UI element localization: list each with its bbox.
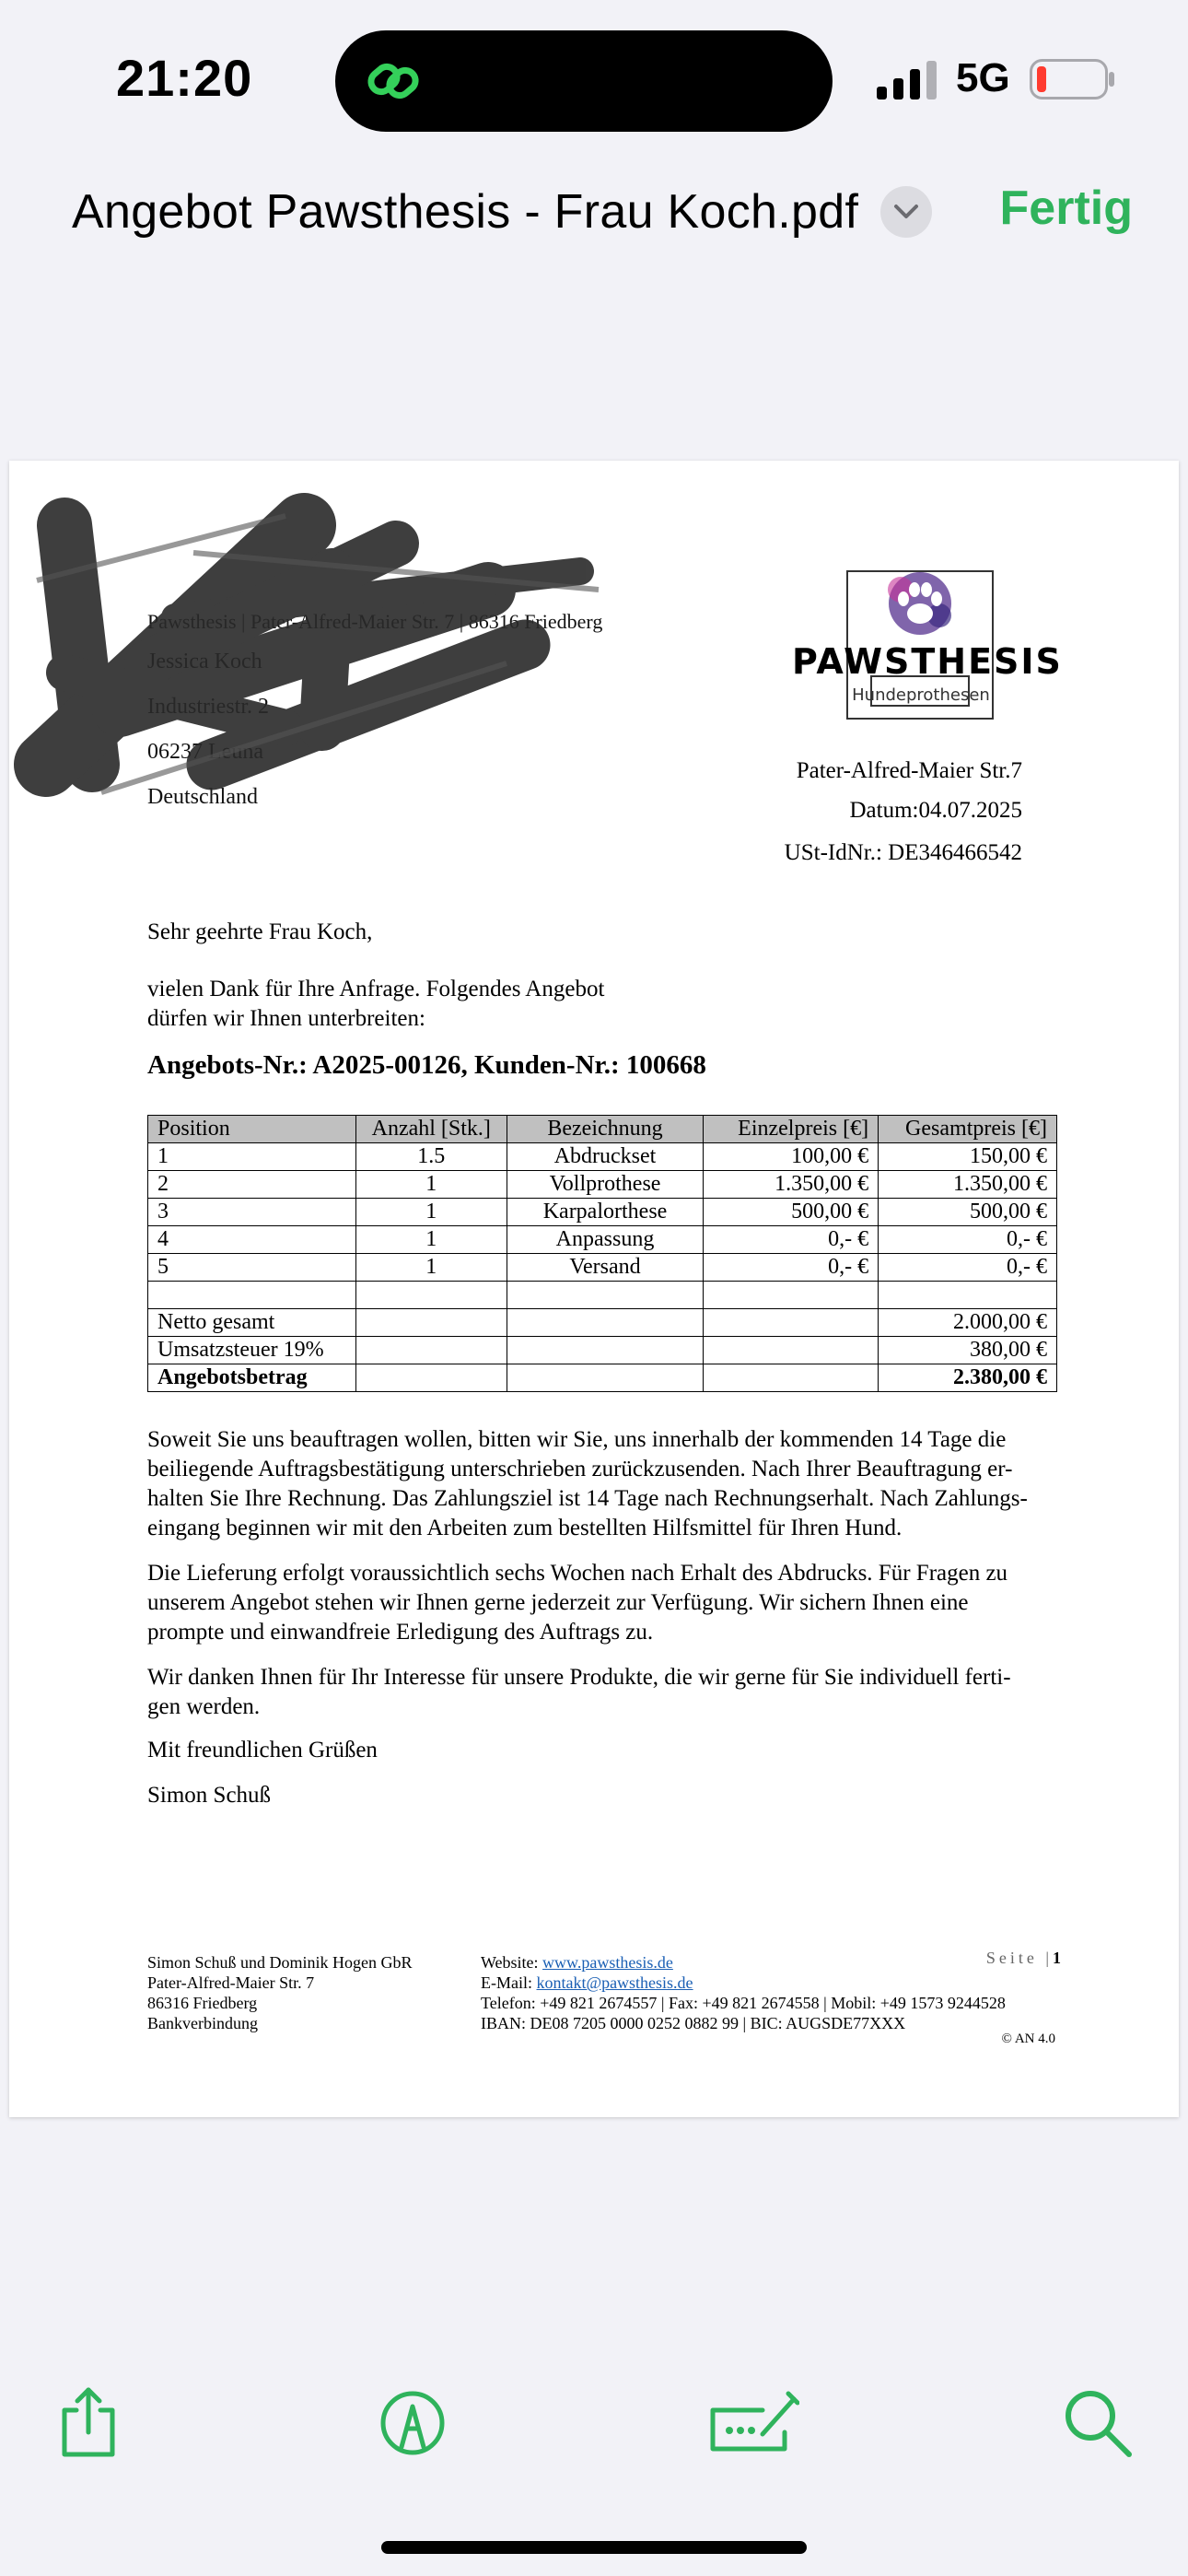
footer-line: Pater-Alfred-Maier Str. 7	[147, 1973, 315, 1992]
title-menu-button[interactable]	[880, 186, 932, 238]
email-link[interactable]: kontakt@pawsthesis.de	[536, 1973, 693, 1992]
cell-unit-price: 1.350,00 €	[704, 1171, 879, 1199]
footer-contact	[481, 1952, 1006, 2033]
paragraph-line: unserem Angebot stehen wir Ihnen gerne jederzeit zur Verfügung. Wir sichern Ihnen eine	[147, 1590, 969, 1615]
markup-icon[interactable]	[376, 2386, 449, 2460]
footer-line: 86316 Friedberg	[147, 1994, 258, 2012]
footer-phone: Telefon: +49 821 2674557 | Fax: +49 821 2674558 | Mobil: +49 1573 9244528	[481, 1994, 1006, 2012]
cell-unit-price: 0,- €	[704, 1254, 879, 1282]
cell-description: Abdruckset	[507, 1143, 704, 1171]
paragraph-order-terms	[147, 1425, 1068, 1543]
status-bar	[0, 0, 1188, 157]
table-header-row	[148, 1116, 1057, 1143]
logo-tagline: Hundeprothesen	[852, 685, 990, 705]
paragraph-line: prompte und einwandfreie Erledigung des Auftrags zu.	[147, 1620, 654, 1645]
cell-description: Karpalorthese	[507, 1199, 704, 1226]
table-row	[148, 1254, 1057, 1282]
recipient-line-3: 06237 Leuna	[147, 740, 263, 764]
cell-total-price: 150,00 €	[879, 1143, 1057, 1171]
summary-value: 2.000,00 €	[879, 1309, 1057, 1337]
summary-row-net	[148, 1309, 1057, 1337]
recipient-line-2: Industriestr. 2	[147, 695, 269, 719]
recipient-line-4: Deutschland	[147, 785, 258, 809]
cell-position: 2	[148, 1171, 356, 1199]
offer-table	[147, 1115, 1057, 1392]
cell-position: 5	[148, 1254, 356, 1282]
salutation: Sehr geehrte Frau Koch,	[147, 919, 373, 944]
search-icon[interactable]	[1061, 2386, 1135, 2460]
link-icon	[363, 51, 424, 111]
paragraph-line: Wir danken Ihnen für Ihr Interesse für unsere Produkte, die wir gerne für Sie individuell ferti-	[147, 1665, 1011, 1690]
document-date: Datum:04.07.2025	[849, 798, 1022, 823]
footer-website-line	[481, 1952, 1006, 1973]
done-button[interactable]: Fertig	[999, 181, 1133, 235]
footer-label: Website:	[481, 1953, 543, 1972]
cell-description: Vollprothese	[507, 1171, 704, 1199]
col-header-total-price: Gesamtpreis [€]	[879, 1116, 1057, 1143]
col-header-description: Bezeichnung	[507, 1116, 704, 1143]
redaction-scribble	[9, 488, 635, 820]
summary-row-vat	[148, 1337, 1057, 1364]
network-type: 5G	[956, 55, 1010, 100]
cell-quantity: 1	[355, 1199, 507, 1226]
summary-value: 380,00 €	[879, 1337, 1057, 1364]
dynamic-island[interactable]	[335, 30, 833, 132]
table-row	[148, 1226, 1057, 1254]
cell-unit-price: 500,00 €	[704, 1199, 879, 1226]
cell-total-price: 1.350,00 €	[879, 1171, 1057, 1199]
cell-description: Anpassung	[507, 1226, 704, 1254]
summary-value: 2.380,00 €	[879, 1364, 1057, 1392]
paragraph-line: halten Sie Ihre Rechnung. Das Zahlungsziel ist 14 Tage nach Rechnungserhalt. Nach Zahlungs-	[147, 1486, 1028, 1511]
cell-quantity: 1.5	[355, 1143, 507, 1171]
battery-icon	[1030, 59, 1116, 100]
logo-wordmark: PAWSTHESIS	[792, 641, 1063, 682]
pdf-page[interactable]	[9, 461, 1179, 2117]
chevron-down-icon	[893, 204, 919, 220]
summary-row-total	[148, 1364, 1057, 1392]
cell-quantity: 1	[355, 1226, 507, 1254]
footer-email-line	[481, 1973, 1006, 1993]
paragraph-line: beiliegende Auftragsbestätigung unterschrieben zurückzusenden. Nach Ihrer Beauftragung er-	[147, 1457, 1013, 1481]
company-street: Pater-Alfred-Maier Str.7	[796, 758, 1022, 783]
footer-line: Simon Schuß und Dominik Hogen GbR	[147, 1953, 413, 1972]
summary-label: Angebotsbetrag	[148, 1364, 356, 1392]
table-row	[148, 1143, 1057, 1171]
paragraph-line: gen werden.	[147, 1694, 261, 1719]
signature-icon[interactable]	[707, 2386, 799, 2460]
signature-name: Simon Schuß	[147, 1783, 272, 1808]
col-header-quantity: Anzahl [Stk.]	[355, 1116, 507, 1143]
recipient-line-1: Jessica Koch	[147, 650, 262, 673]
website-link[interactable]: www.pawsthesis.de	[542, 1953, 673, 1972]
share-icon[interactable]	[52, 2386, 125, 2460]
paragraph-line: Soweit Sie uns beauftragen wollen, bitten wir Sie, uns innerhalb der kommenden 14 Tage die	[147, 1427, 1007, 1452]
cell-unit-price: 0,- €	[704, 1226, 879, 1254]
table-row	[148, 1171, 1057, 1199]
paragraph-line: eingang beginnen wir mit den Arbeiten zum bestellten Hilfsmittel für Ihren Hund.	[147, 1516, 903, 1540]
paragraph-thanks	[147, 1663, 1068, 1722]
cell-description: Versand	[507, 1254, 704, 1282]
cell-quantity: 1	[355, 1254, 507, 1282]
status-time: 21:20	[116, 49, 253, 107]
intro-line-2: dürfen wir Ihnen unterbreiten:	[147, 1006, 425, 1031]
col-header-unit-price: Einzelpreis [€]	[704, 1116, 879, 1143]
cell-quantity: 1	[355, 1171, 507, 1199]
copyright: © AN 4.0	[1001, 2032, 1055, 2046]
cell-total-price: 0,- €	[879, 1254, 1057, 1282]
summary-label: Netto gesamt	[148, 1309, 356, 1337]
footer-company	[147, 1952, 413, 2033]
cell-total-price: 500,00 €	[879, 1199, 1057, 1226]
intro-line-1: vielen Dank für Ihre Anfrage. Folgendes Angebot	[147, 977, 605, 1001]
cell-position: 3	[148, 1199, 356, 1226]
paragraph-line: Die Lieferung erfolgt voraussichtlich sechs Wochen nach Erhalt des Abdrucks. Für Fragen zu	[147, 1561, 1008, 1586]
cellular-signal-icon	[877, 61, 938, 100]
footer-bank: IBAN: DE08 7205 0000 0252 0882 99 | BIC: AUGSDE77XXX	[481, 2014, 906, 2032]
document-title[interactable]: Angebot Pawsthesis - Frau Koch.pdf	[72, 185, 859, 239]
cell-position: 1	[148, 1143, 356, 1171]
summary-label: Umsatzsteuer 19%	[148, 1337, 356, 1364]
cell-position: 4	[148, 1226, 356, 1254]
vat-id: USt-IdNr.: DE346466542	[784, 840, 1022, 865]
col-header-position: Position	[148, 1116, 356, 1143]
offer-subject: Angebots-Nr.: A2025-00126, Kunden-Nr.: 100668	[147, 1050, 706, 1080]
page-number: Seite |1	[985, 1949, 1061, 1967]
cell-unit-price: 100,00 €	[704, 1143, 879, 1171]
table-spacer-row	[148, 1282, 1057, 1309]
cell-total-price: 0,- €	[879, 1226, 1057, 1254]
closing: Mit freundlichen Grüßen	[147, 1738, 378, 1762]
paragraph-delivery	[147, 1559, 1068, 1647]
table-row	[148, 1199, 1057, 1226]
footer-line: Bankverbindung	[147, 2014, 258, 2032]
sender-line: Pawsthesis | Pater-Alfred-Maier Str. 7 | 86316 Friedberg	[147, 610, 603, 633]
document-title-bar[interactable]	[72, 175, 932, 249]
footer-label: E-Mail:	[481, 1973, 537, 1992]
home-indicator[interactable]	[381, 2541, 807, 2554]
